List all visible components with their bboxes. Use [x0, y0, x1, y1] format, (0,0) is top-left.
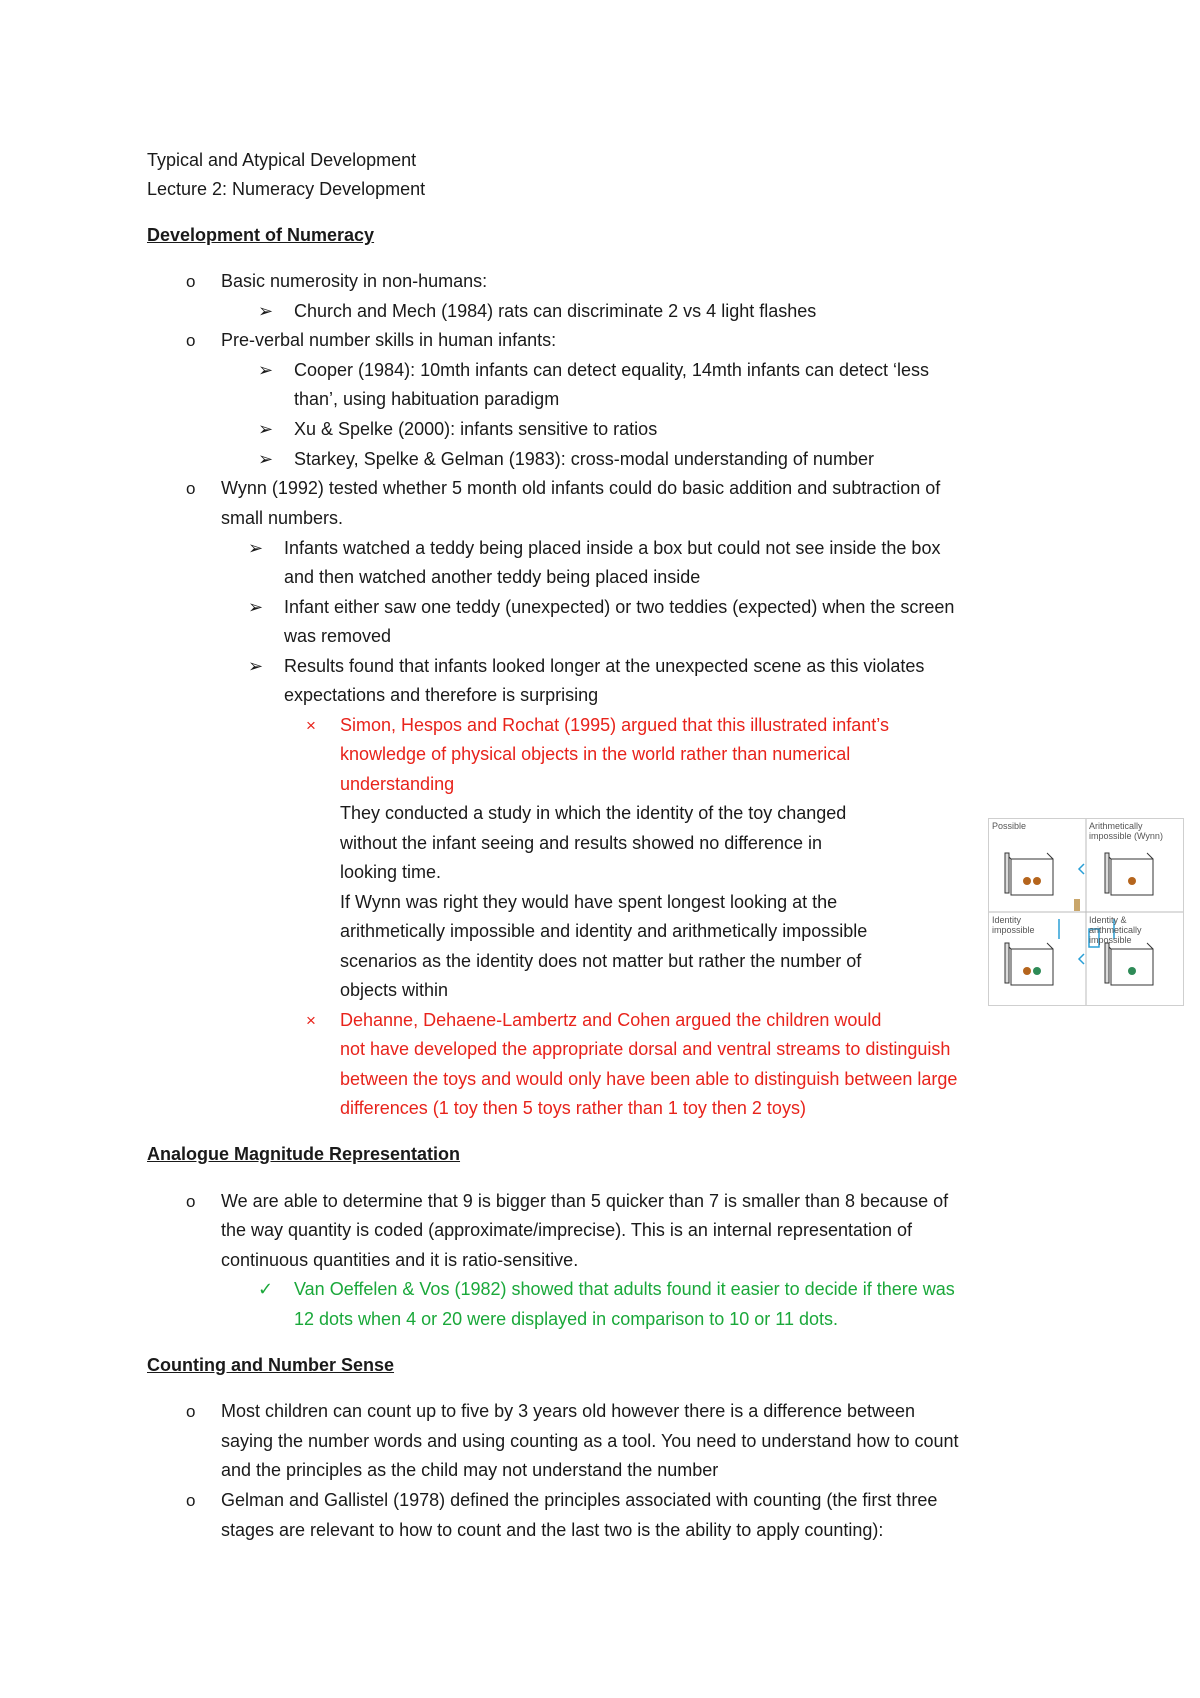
list-item-continuation: small numbers.: [221, 508, 344, 528]
bullet-marker: o: [186, 1491, 196, 1510]
list-item: Most children can count up to five by 3 years old however there is a difference between: [221, 1401, 916, 1421]
list-item: Cooper (1984): 10mth infants can detect equality, 14mth infants can detect ‘less: [294, 360, 930, 380]
list-item-continuation: than’, using habituation paradigm: [294, 389, 560, 409]
arrow-bullet-icon: ➢: [248, 538, 264, 558]
supporting-evidence-text: 12 dots when 4 or 20 were displayed in comparison to 10 or 11 dots.: [294, 1309, 838, 1329]
lecture-title: Lecture 2: Numeracy Development: [147, 179, 426, 199]
quadrant-label: impossible (Wynn): [1089, 831, 1163, 841]
section-heading-analogue-magnitude: Analogue Magnitude Representation: [147, 1144, 461, 1164]
list-item: Wynn (1992) tested whether 5 month old infants could do basic addition and subtraction of: [221, 478, 941, 498]
list-item: Basic numerosity in non-humans:: [221, 271, 488, 291]
arrow-bullet-icon: ➢: [258, 449, 274, 469]
list-item: Gelman and Gallistel (1978) defined the principles associated with counting (the first three: [221, 1490, 938, 1510]
quadrant-label: Possible: [992, 821, 1027, 831]
note-text: without the infant seeing and results showed no difference in: [340, 833, 822, 853]
quadrant-label: Arithmetically: [1089, 821, 1143, 831]
note-text: looking time.: [340, 862, 442, 882]
cross-icon: ×: [306, 716, 316, 735]
bullet-marker: o: [186, 272, 196, 291]
list-item: Infants watched a teddy being placed inside a box but could not see inside the box: [284, 538, 941, 558]
note-text: scenarios as the identity does not matter but rather the number of: [340, 951, 862, 971]
quadrant-label: Identity &: [1089, 915, 1127, 925]
criticism-text: not have developed the appropriate dorsal and ventral streams to distinguish: [340, 1039, 951, 1059]
list-item: We are able to determine that 9 is bigger than 5 quicker than 7 is smaller than 8 because of: [221, 1191, 949, 1211]
note-text: They conducted a study in which the identity of the toy changed: [340, 803, 847, 823]
note-text: objects within: [340, 980, 449, 1000]
criticism-text: differences (1 toy then 5 toys rather than 1 toy then 2 toys): [340, 1098, 806, 1118]
list-item-continuation: was removed: [284, 626, 392, 646]
list-item-continuation: and then watched another teddy being placed inside: [284, 567, 701, 587]
bullet-marker: o: [186, 331, 196, 350]
bullet-marker: o: [186, 1192, 196, 1211]
arithmetically-impossible-scene: [1105, 853, 1153, 895]
arrow-bullet-icon: ➢: [248, 656, 264, 676]
section-heading-development-of-numeracy: Development of Numeracy: [147, 225, 375, 245]
wynn-conditions-figure: [988, 818, 1184, 1006]
criticism-text: understanding: [340, 774, 455, 794]
identity-arithmetically-impossible-scene: [1105, 943, 1153, 985]
note-text: If Wynn was right they would have spent longest looking at the: [340, 892, 838, 912]
criticism-text: between the toys and would only have been able to distinguish between large: [340, 1069, 958, 1089]
arrow-bullet-icon: ➢: [258, 301, 274, 321]
figure-illustration: [989, 819, 1183, 1005]
identity-impossible-scene: [1005, 943, 1053, 985]
list-item-continuation: continuous quantities and it is ratio-sensitive.: [221, 1250, 579, 1270]
note-text: arithmetically impossible and identity and arithmetically impossible: [340, 921, 868, 941]
list-item-continuation: expectations and therefore is surprising: [284, 685, 599, 705]
quadrant-label: arithmetically: [1089, 925, 1142, 935]
quadrant-label: impossible: [1089, 935, 1132, 945]
arrow-bullet-icon: ➢: [248, 597, 264, 617]
possible-scene: [1005, 853, 1053, 895]
list-item-continuation: saying the number words and using counting as a tool. You need to understand how to count: [221, 1431, 959, 1451]
course-title: Typical and Atypical Development: [147, 150, 417, 170]
bullet-marker: o: [186, 1402, 196, 1421]
supporting-evidence-text: Van Oeffelen & Vos (1982) showed that adults found it easier to decide if there was: [294, 1279, 955, 1299]
section-heading-counting-number-sense: Counting and Number Sense: [147, 1355, 395, 1375]
quadrant-label: Identity: [992, 915, 1022, 925]
list-item-continuation: stages are relevant to how to count and the last two is the ability to apply counting):: [221, 1520, 884, 1540]
criticism-text: Simon, Hespos and Rochat (1995) argued that this illustrated infant’s: [340, 715, 889, 735]
criticism-text: knowledge of physical objects in the world rather than numerical: [340, 744, 851, 764]
arrow-bullet-icon: ➢: [258, 360, 274, 380]
check-icon: ✓: [258, 1279, 274, 1299]
list-item-continuation: the way quantity is coded (approximate/imprecise). This is an internal representation of: [221, 1220, 913, 1240]
list-item: Results found that infants looked longer at the unexpected scene as this violates: [284, 656, 925, 676]
list-item: Xu & Spelke (2000): infants sensitive to ratios: [294, 419, 658, 439]
cross-icon: ×: [306, 1011, 316, 1030]
list-item: Pre-verbal number skills in human infants:: [221, 330, 557, 350]
criticism-text: Dehanne, Dehaene-Lambertz and Cohen argued the children would: [340, 1010, 882, 1030]
list-item: Starkey, Spelke & Gelman (1983): cross-modal understanding of number: [294, 449, 874, 469]
bullet-marker: o: [186, 479, 196, 498]
list-item-continuation: and the principles as the child may not understand the number: [221, 1460, 719, 1480]
quadrant-label: impossible: [992, 925, 1035, 935]
arrow-bullet-icon: ➢: [258, 419, 274, 439]
list-item: Church and Mech (1984) rats can discriminate 2 vs 4 light flashes: [294, 301, 817, 321]
list-item: Infant either saw one teddy (unexpected) or two teddies (expected) when the screen: [284, 597, 955, 617]
